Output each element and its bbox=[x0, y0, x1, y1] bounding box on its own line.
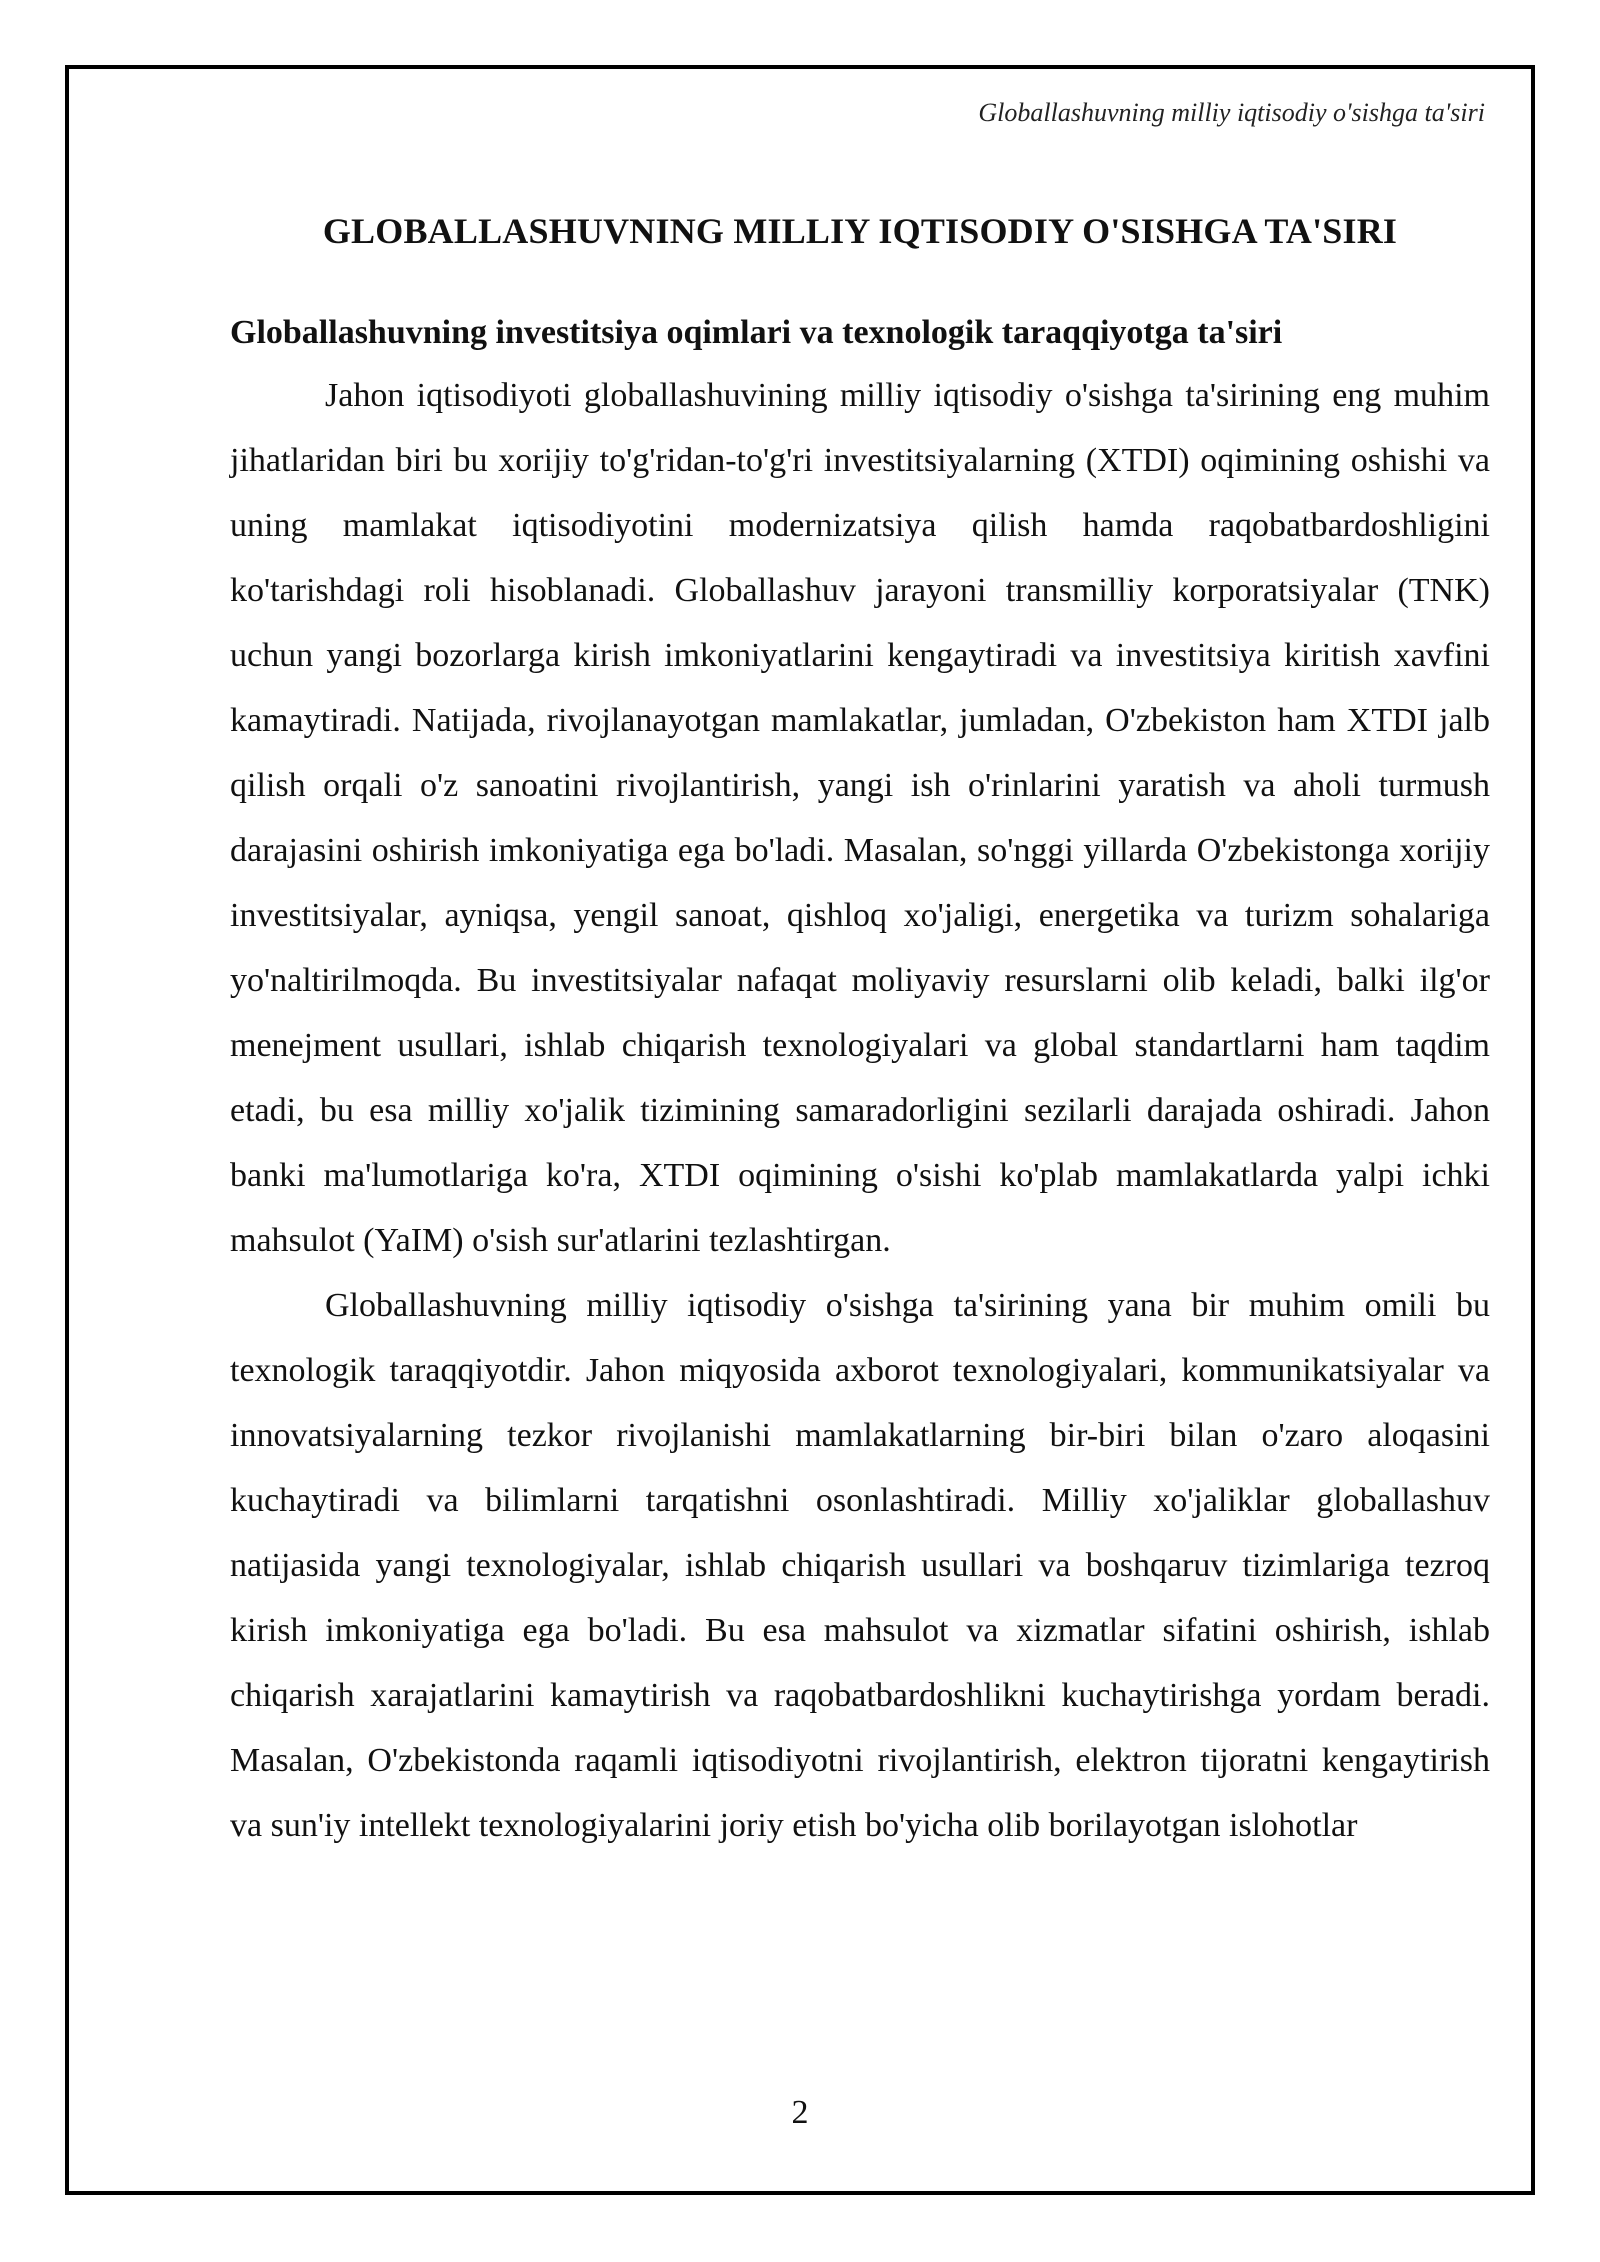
running-header: Globallashuvning milliy iqtisodiy o'sishga ta'siri bbox=[978, 98, 1485, 127]
section-heading: Globallashuvning investitsiya oqimlari va texnologik taraqqiyotga ta'siri bbox=[230, 314, 1283, 352]
document-title: GLOBALLASHUVNING MILLIY IQTISODIY O'SISHGA TA'SIRI bbox=[322, 211, 1398, 251]
paragraph-1: Jahon iqtisodiyoti globallashuvining milliy iqtisodiy o'sishga ta'sirining eng muhim jihatlaridan biri bu xorijiy to'g'ridan-to'g'ri investitsiyalarning (XTDI) oqimining oshishi va uning mamlakat iqtisodiyotini modernizatsiya qilish hamda raqobatbardoshligini ko'tarishdagi roli hisoblanadi. Globallashuv jarayoni transmilliy korporatsiyalar (TNK) uchun yangi bozorlarga kirish imkoniyatlarini kengaytiradi va investitsiya kiritish xavfini kamaytiradi. Natijada, rivojlanayotgan mamlakatlar, jumladan, O'zbekiston ham XTDI jalb qilish orqali o'z sanoatini rivojlantirish, yangi ish o'rinlarini yaratish va aholi turmush darajasini oshirish imkoniyatiga ega bo'ladi. Masalan, so'nggi yillarda O'zbekistonga xorijiy investitsiyalar, ayniqsa, yengil sanoat, qishloq xo'jaligi, energetika va turizm sohalariga yo'naltirilmoqda. Bu investitsiyalar nafaqat moliyaviy resurslarni olib keladi, balki ilg'or menejment usullari, ishlab chiqarish texnologiyalari va global standartlarni ham taqdim etadi, bu esa milliy xo'jalik tizimining samaradorligini sezilarli darajada oshiradi. Jahon banki ma'lumotlariga ko'ra, XTDI oqimining o'sishi ko'plab mamlakatlarda yalpi ichki mahsulot (YaIM) o'sish sur'atlarini tezlashtirgan. bbox=[230, 377, 1490, 1260]
paragraph-2: Globallashuvning milliy iqtisodiy o'sishga ta'sirining yana bir muhim omili bu texnologik taraqqiyotdir. Jahon miqyosida axborot texnologiyalari, kommunikatsiyalar va innovatsiyalarning tezkor rivojlanishi mamlakatlarning bir-biri bilan o'zaro aloqasini kuchaytiradi va bilimlarni tarqatishni osonlashtiradi. Milliy xo'jaliklar globallashuv natijasida yangi texnologiyalar, ishlab chiqarish usullari va boshqaruv tizimlariga tezroq kirish imkoniyatiga ega bo'ladi. Bu esa mahsulot va xizmatlar sifatini oshirish, ishlab chiqarish xarajatlarini kamaytirish va raqobatbardoshlikni kuchaytirishga yordam beradi. Masalan, O'zbekistonda raqamli iqtisodiyotni rivojlantirish, elektron tijoratni kengaytirish va sun'iy intellekt texnologiyalarini joriy etish bo'yicha olib borilayotgan islohotlar bbox=[230, 1287, 1490, 1845]
page-number: 2 bbox=[791, 2094, 809, 2131]
document-body bbox=[230, 210, 1490, 1858]
